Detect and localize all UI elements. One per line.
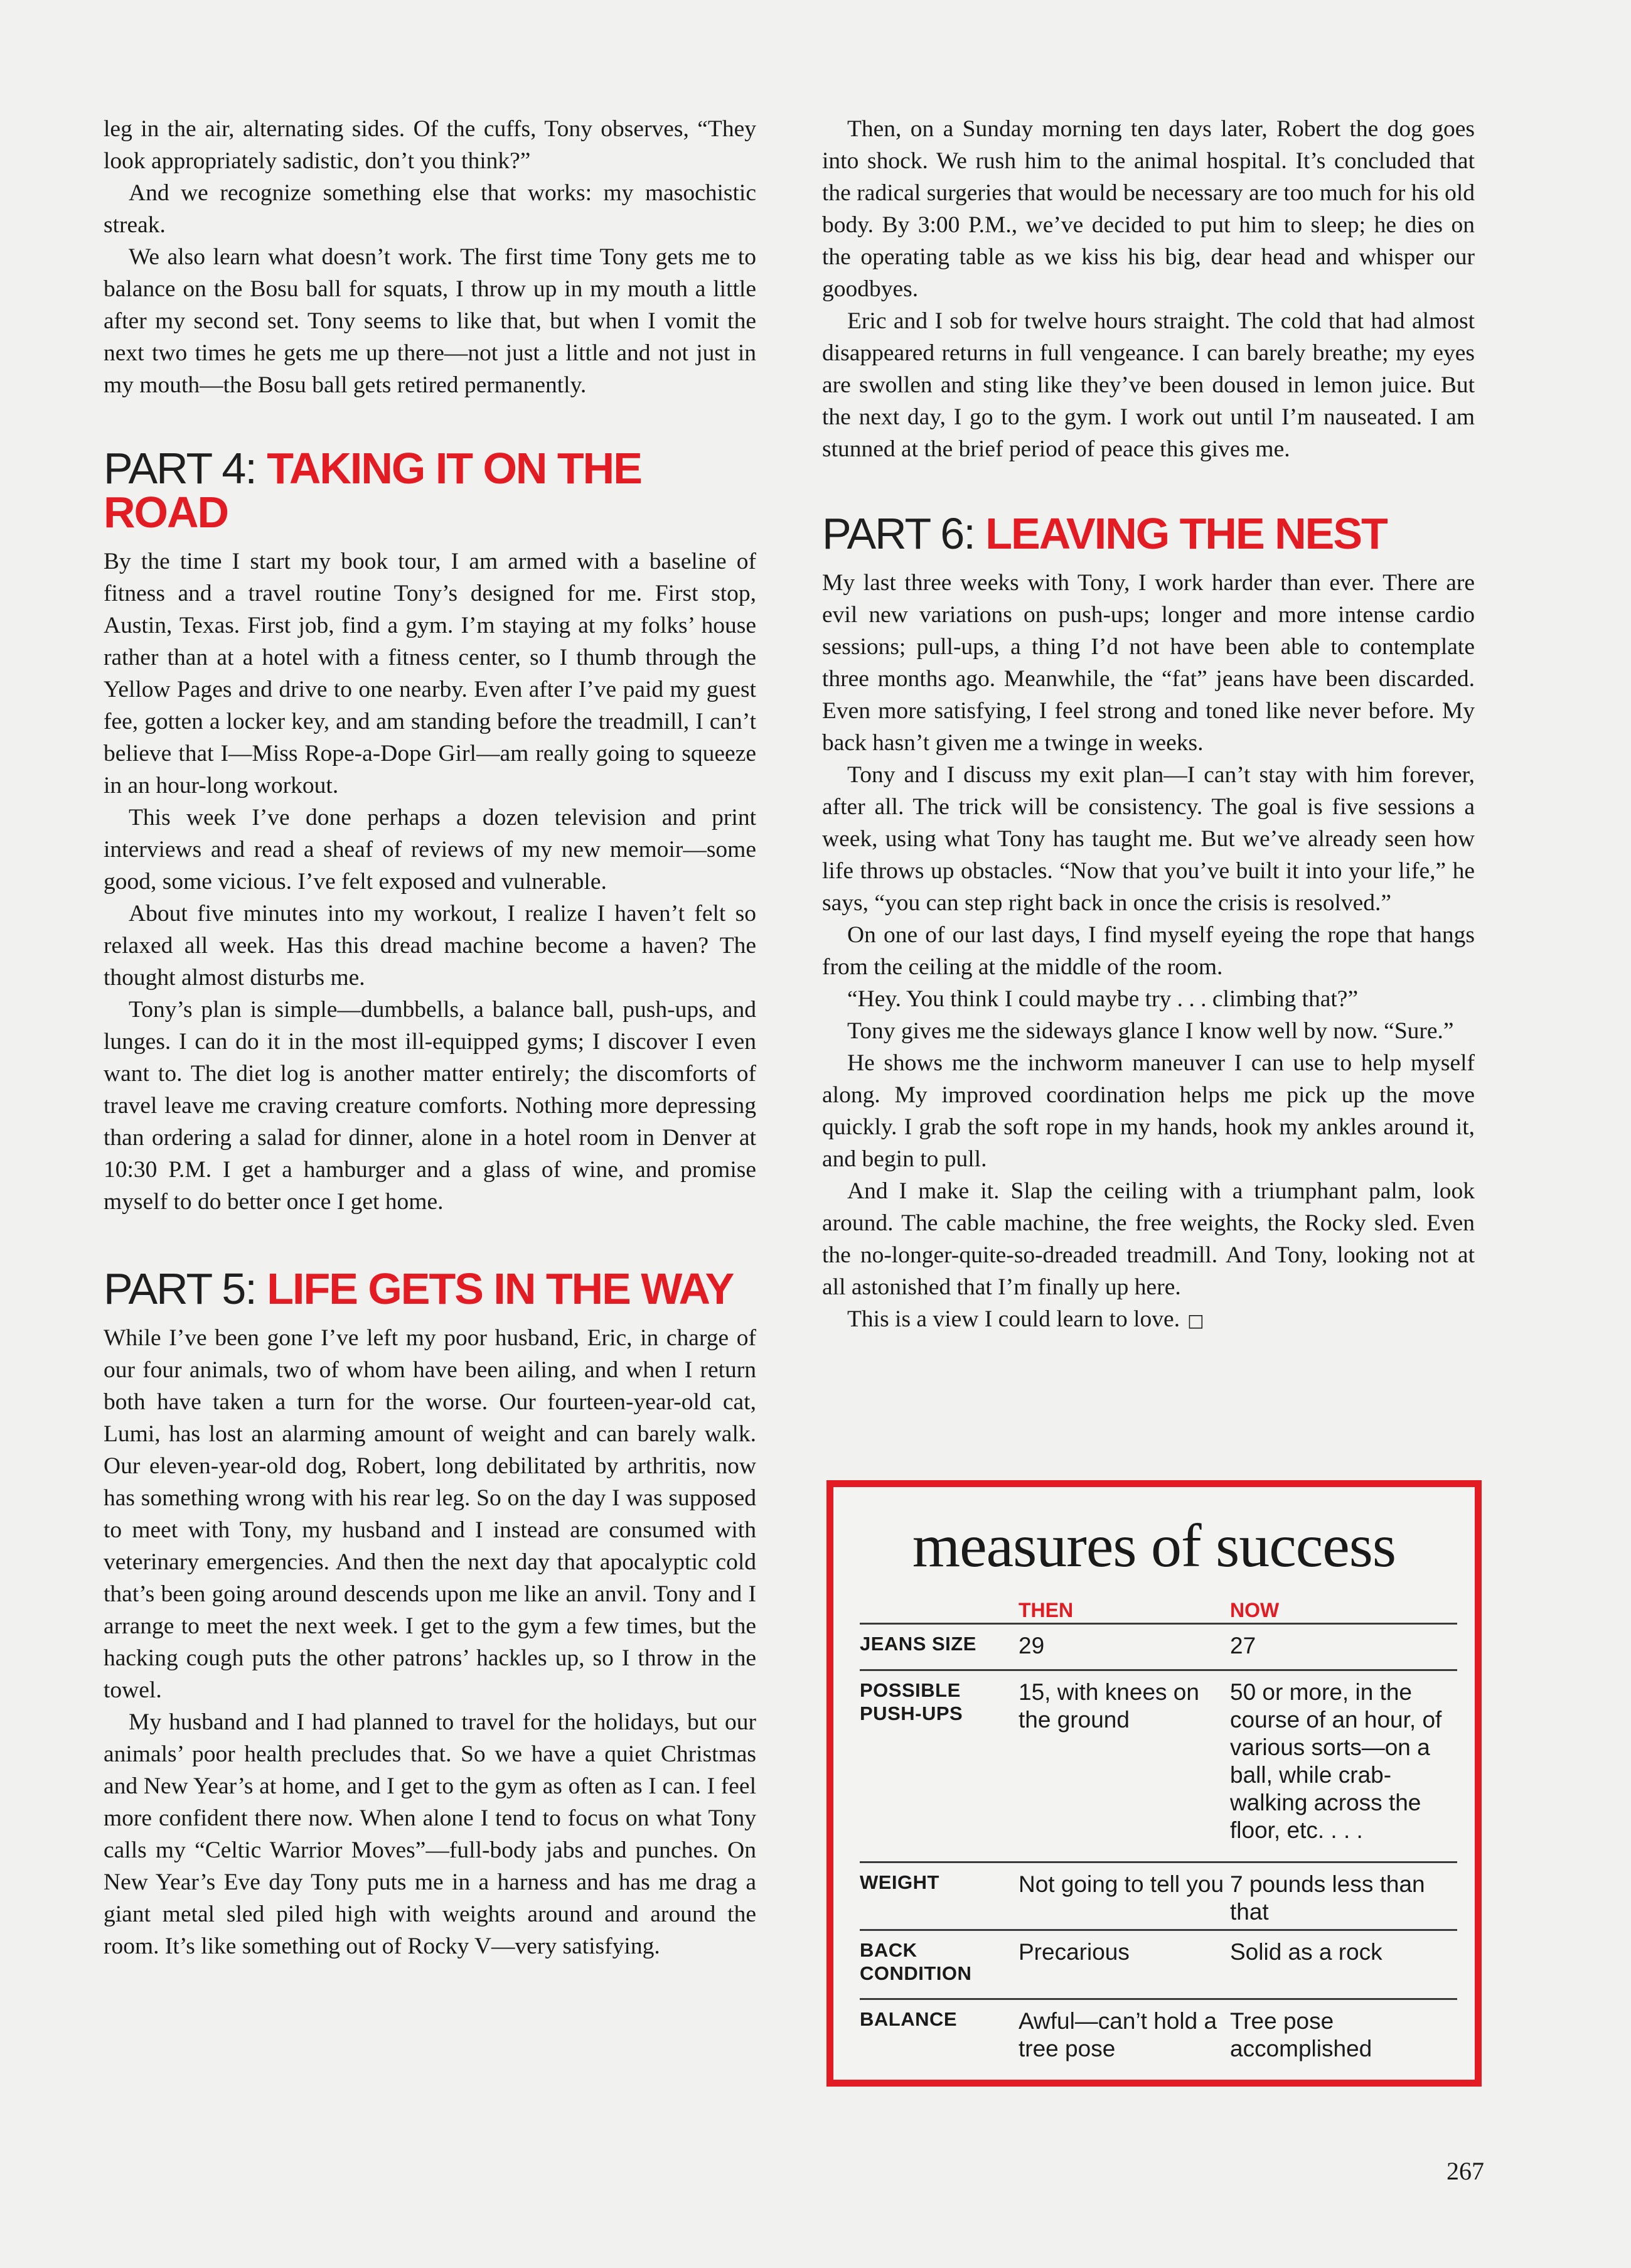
header-now: NOW xyxy=(1230,1599,1280,1621)
part-title: TAKING IT ON THE ROAD xyxy=(104,444,641,537)
paragraph: Tony and I discuss my exit plan—I can’t stay with him forever, after all. The trick will be consistency. The goal is five sessions a week, using what Tony has taught me. But we’ve already seen how life throws up obstacles. “Now that you’ve built it into your life,” he says, “you can step right back in once the crisis is resolved.” xyxy=(822,762,1475,916)
table-row xyxy=(860,1998,1457,2067)
row-now: 27 xyxy=(1230,1633,1256,1658)
measures-table xyxy=(860,1598,1457,2067)
paragraph: And we recognize something else that works: my masochistic streak. xyxy=(104,180,756,238)
row-label: JEANS SIZE xyxy=(860,1633,976,1655)
paragraph: leg in the air, alternating sides. Of the cuffs, Tony observes, “They look appropriately sadistic, don’t you think?” xyxy=(104,116,756,174)
part-label: PART 6: xyxy=(822,509,975,558)
table-row xyxy=(860,1929,1457,1998)
part-title: LEAVING THE NEST xyxy=(985,509,1387,558)
row-now: 50 or more, in the course of an hour, of various sorts—on a ball, while crab-walking across the floor, etc. . . . xyxy=(1230,1679,1442,1843)
row-now: Tree pose accomplished xyxy=(1230,2008,1372,2061)
table-row xyxy=(860,1861,1457,1929)
section-heading-part4 xyxy=(104,444,756,537)
table-row xyxy=(860,1623,1457,1669)
paragraph: By the time I start my book tour, I am armed with a baseline of fitness and a travel routine Tony’s designed for me. First stop, Austin, Texas. First job, find a gym. I’m staying at my folks’ house rather than at a hotel with a fitness center, so I thumb through the Yellow Pages and drive to one nearby. Even after I’ve paid my guest fee, gotten a locker key, and am standing before the treadmill, I can’t believe that I—Miss Rope-a-Dope Girl—am really going to squeeze in an hour-long workout. xyxy=(104,549,756,798)
part-label: PART 5: xyxy=(104,1264,256,1313)
section-heading-part5 xyxy=(104,1264,756,1313)
row-label: WEIGHT xyxy=(860,1871,939,1893)
paragraph: We also learn what doesn’t work. The first time Tony gets me to balance on the Bosu ball for squats, I throw up in my mouth a little after my second set. Tony seems to like that, but when I vomit the next two times he gets me up there—not just a little and not just in my mouth—the Bosu ball gets retired permanently. xyxy=(104,244,756,398)
paragraph: He shows me the inchworm maneuver I can use to help myself along. My improved coordination helps me pick up the move quickly. I grab the soft rope in my hands, hook my ankles around it, and begin to pull. xyxy=(822,1050,1475,1172)
row-then: Awful—can’t hold a tree pose xyxy=(1019,2008,1217,2061)
table-row xyxy=(860,1669,1457,1861)
paragraph: My husband and I had planned to travel for the holidays, but our animals’ poor health precludes that. So we have a quiet Christmas and New Year’s at home, and I get to the gym as often as I can. I feel more confident there now. When alone I tend to focus on what Tony calls my “Celtic Warrior Moves”—full-body jabs and punches. On New Year’s Eve day Tony puts me in a harness and has me drag a giant metal sled piled high with weights around and around the room. It’s like something out of Rocky V—very satisfying. xyxy=(104,1709,756,1959)
row-then: 29 xyxy=(1019,1633,1045,1658)
paragraph: About five minutes into my workout, I realize I haven’t felt so relaxed all week. Has this dread machine become a haven? The thought almost disturbs me. xyxy=(104,901,756,991)
header-then: THEN xyxy=(1019,1599,1074,1621)
paragraph: On one of our last days, I find myself eyeing the rope that hangs from the ceiling at the middle of the room. xyxy=(822,922,1475,980)
paragraph: “Hey. You think I could maybe try . . . climbing that?” xyxy=(847,986,1359,1012)
row-now: 7 pounds less than that xyxy=(1230,1871,1425,1925)
paragraph: While I’ve been gone I’ve left my poor husband, Eric, in charge of our four animals, two of whom have been ailing, and when I return both have taken a turn for the worse. Our fourteen-year-old cat, Lumi, has lost an alarming amount of weight and can barely walk. Our eleven-year-old dog, Robert, long debilitated by arthritis, now has something wrong with his rear leg. So on the day I was supposed to meet with Tony, my husband and I instead are consumed with veterinary emergencies. And then the next day that apocalyptic cold that’s been going around descends upon me like an anvil. Tony and I arrange to meet the next week. I get to the gym a few times, but the hacking cough puts the other patrons’ hackles up, so I throw in the towel. xyxy=(104,1325,756,1703)
right-column xyxy=(822,113,1475,1336)
row-now: Solid as a rock xyxy=(1230,1939,1382,1965)
paragraph: My last three weeks with Tony, I work harder than ever. There are evil new variations on push-ups; longer and more intense cardio sessions; pull-ups, a thing I’d not have been able to contemplate three months ago. Meanwhile, the “fat” jeans have been discarded. Even more satisfying, I feel strong and toned like never before. My back hasn’t given me a twinge in weeks. xyxy=(822,570,1475,756)
row-label: BACK CONDITION xyxy=(860,1939,972,1984)
paragraph: Eric and I sob for twelve hours straight. The cold that had almost disappeared returns in full vengeance. I can barely breathe; my eyes are swollen and sting like they’ve been doused in lemon juice. But the next day, I go to the gym. I work out until I’m nauseated. I am stunned at the brief period of peace this gives me. xyxy=(822,308,1475,462)
paragraph: This week I’ve done perhaps a dozen television and print interviews and read a sheaf of reviews of my new memoir—some good, some vicious. I’ve felt exposed and vulnerable. xyxy=(104,805,756,895)
paragraph: Tony gives me the sideways glance I know well by now. “Sure.” xyxy=(847,1018,1454,1044)
paragraph: And I make it. Slap the ceiling with a triumphant palm, look around. The cable machine, the free weights, the Rocky sled. Even the no-longer-quite-so-dreaded treadmill. And Tony, looking not at all astonished that I’m finally up here. xyxy=(822,1178,1475,1300)
page-number: 267 xyxy=(1447,2157,1484,2185)
header-blank xyxy=(860,1598,1019,1623)
part-label: PART 4: xyxy=(104,444,256,493)
paragraph-final: This is a view I could learn to love. □ xyxy=(822,1303,1475,1336)
row-label: POSSIBLE PUSH-UPS xyxy=(860,1679,963,1724)
part-title: LIFE GETS IN THE WAY xyxy=(267,1264,734,1313)
row-then: Not going to tell you xyxy=(1019,1871,1224,1897)
left-column xyxy=(104,113,756,1962)
row-label: BALANCE xyxy=(860,2008,958,2030)
measures-of-success-sidebar xyxy=(826,1480,1482,2087)
table-header xyxy=(860,1598,1457,1623)
sidebar-title: measures of success xyxy=(912,1512,1396,1580)
row-then: Precarious xyxy=(1019,1939,1130,1965)
row-then: 15, with knees on the ground xyxy=(1019,1679,1199,1733)
paragraph: Then, on a Sunday morning ten days later, Robert the dog goes into shock. We rush him to the animal hospital. It’s concluded that the radical surgeries that would be necessary are too much for his old body. By 3:00 P.M., we’ve decided to put him to sleep; he dies on the operating table as we kiss his big, dear head and whisper our goodbyes. xyxy=(822,116,1475,302)
section-heading-part6 xyxy=(822,509,1475,558)
paragraph: Tony’s plan is simple—dumbbells, a balance ball, push-ups, and lunges. I can do it in the most ill-equipped gyms; I discover I even want to. The diet log is another matter entirely; the discomforts of travel leave me craving creature comforts. Nothing more depressing than ordering a salad for dinner, alone in a hotel room in Denver at 10:30 P.M. I get a hamburger and a glass of wine, and promise myself to do better once I get home. xyxy=(104,997,756,1215)
